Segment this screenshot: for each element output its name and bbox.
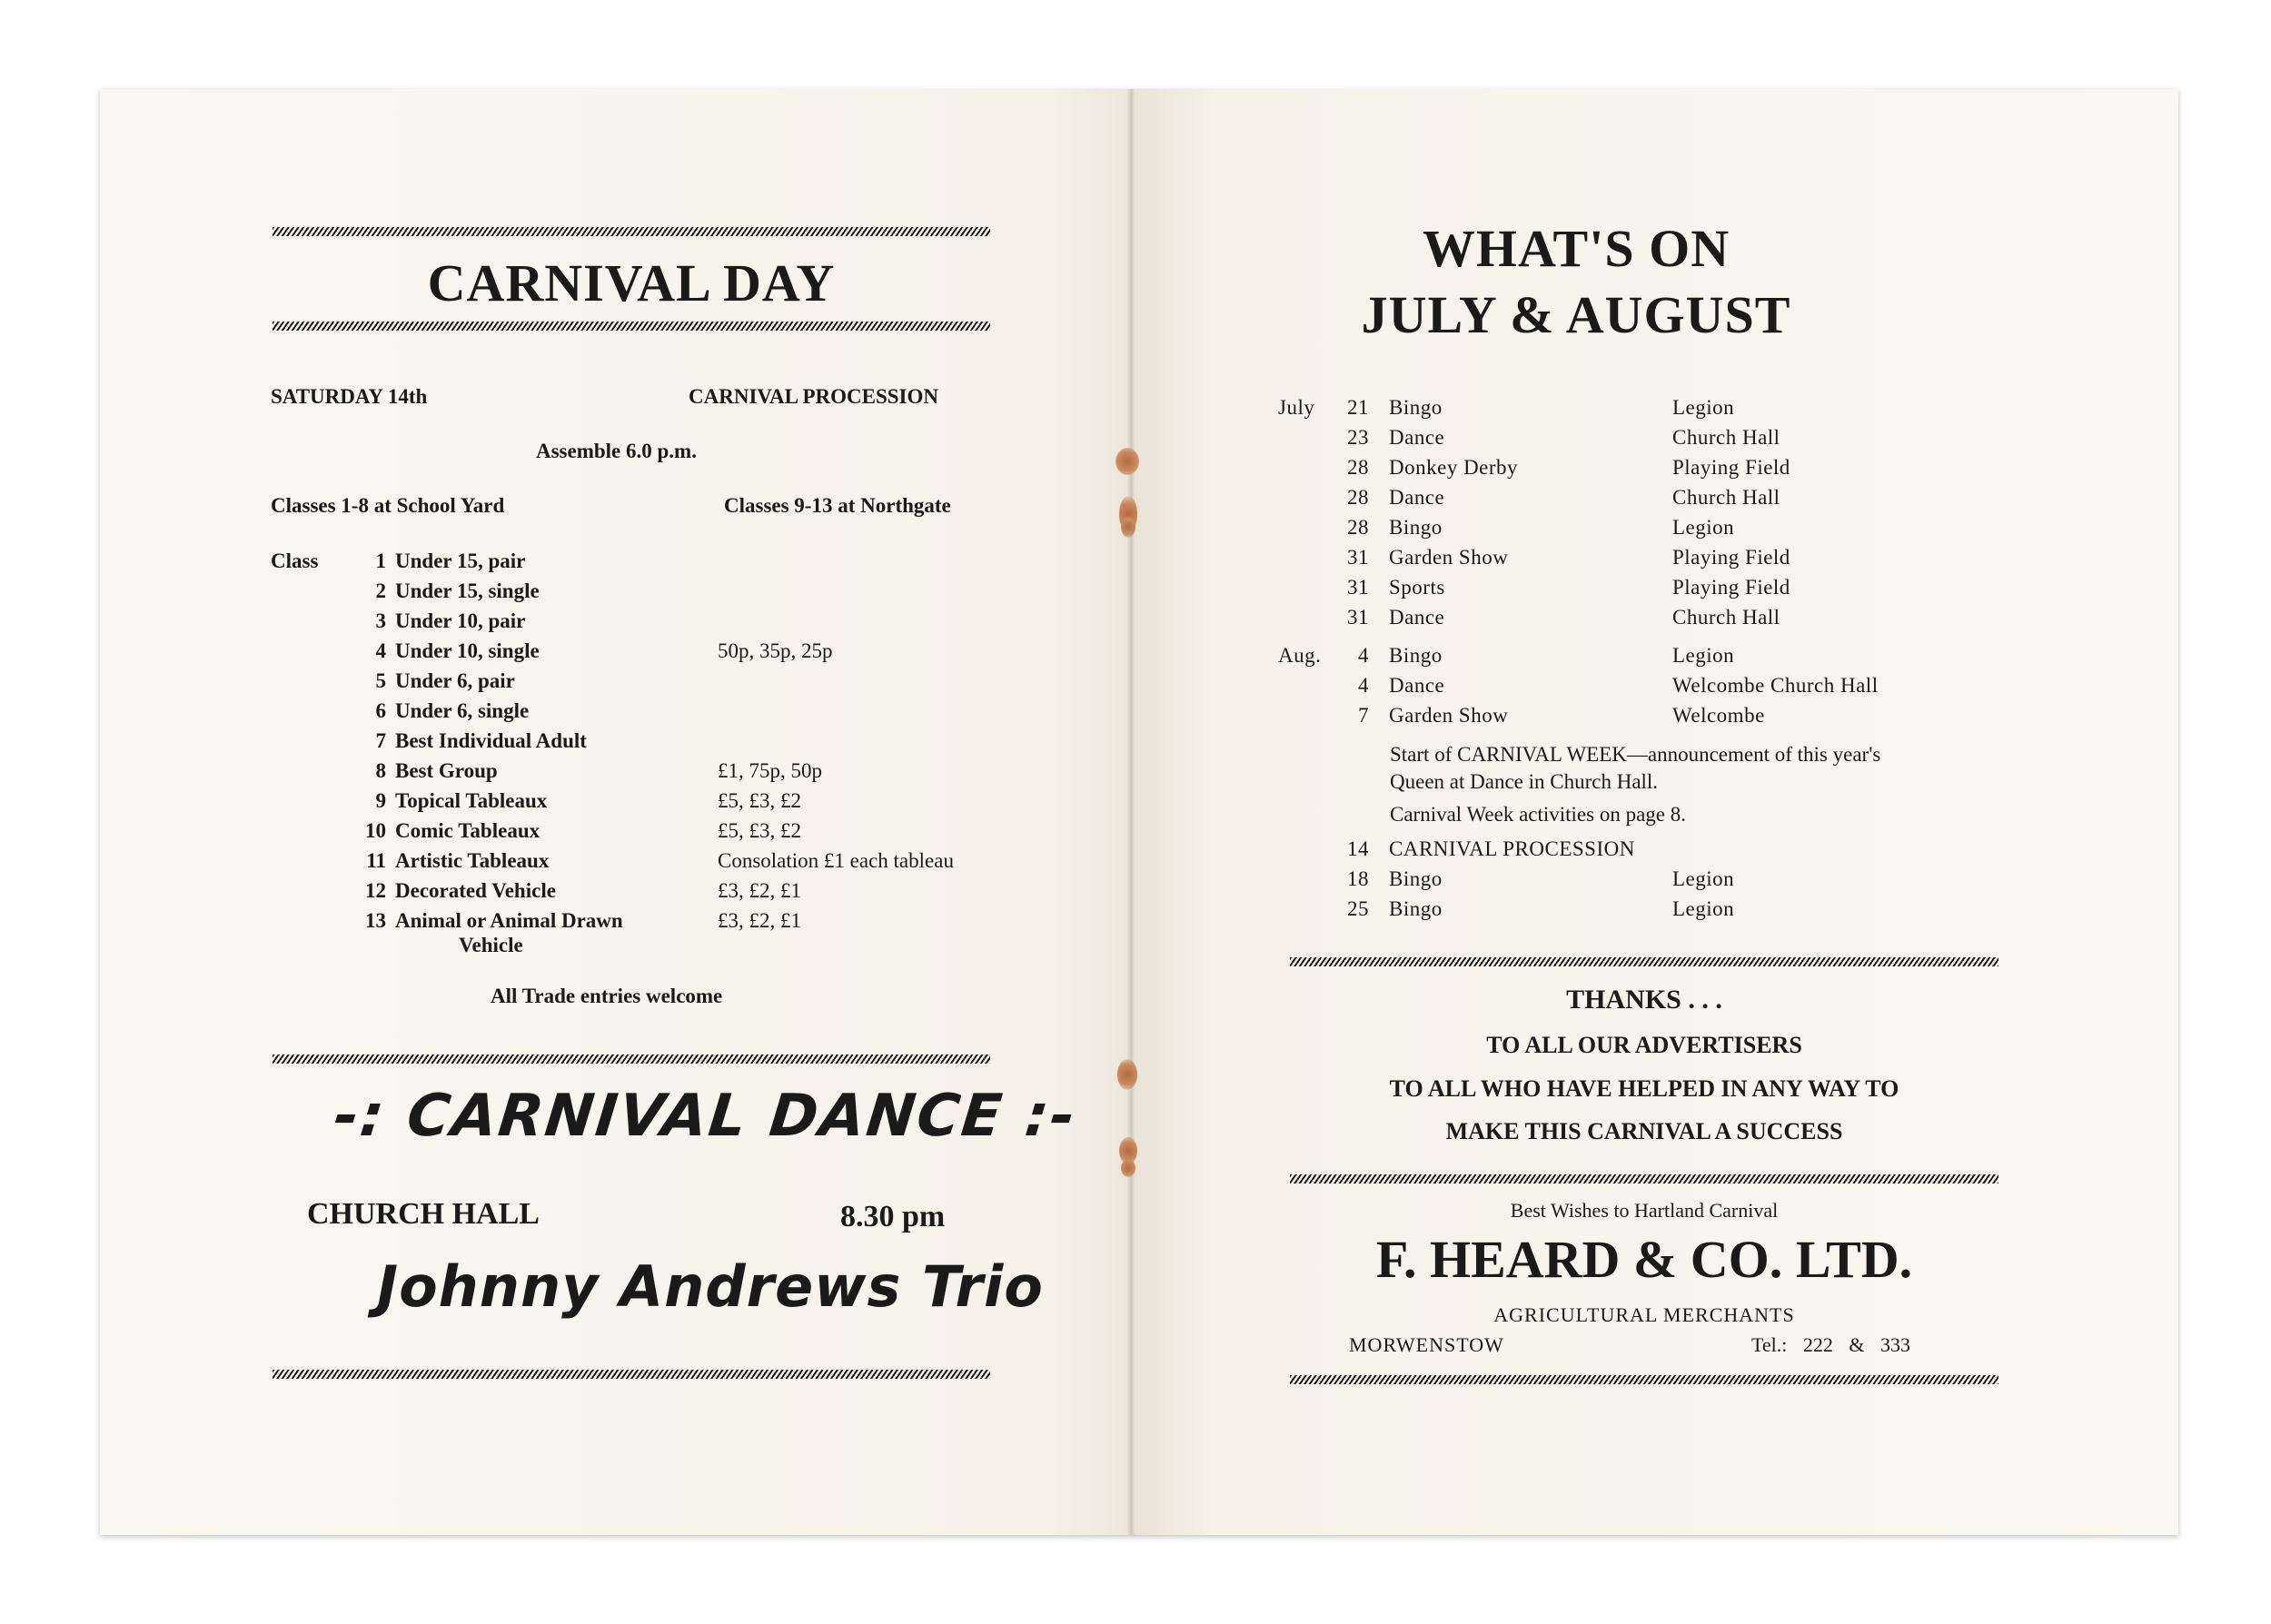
company-town: MORWENSTOW bbox=[1349, 1333, 1504, 1356]
company-trade: AGRICULTURAL MERCHANTS bbox=[1493, 1303, 1795, 1326]
programme-spread bbox=[100, 89, 2178, 1535]
event-day: 31 bbox=[1347, 606, 1369, 629]
class-number: 10 bbox=[365, 819, 386, 842]
class-13-continuation: Vehicle bbox=[459, 934, 523, 956]
best-wishes: Best Wishes to Hartland Carnival bbox=[1510, 1199, 1779, 1222]
divider-rule bbox=[1290, 1375, 1998, 1384]
carnival-week-note: Start of CARNIVAL WEEK—announcement of this year's bbox=[1390, 743, 1881, 766]
event-day: 25 bbox=[1347, 897, 1369, 920]
class-name: Comic Tableaux bbox=[395, 819, 540, 842]
event-name: Donkey Derby bbox=[1389, 456, 1519, 479]
dance-time: 8.30 pm bbox=[840, 1200, 946, 1233]
class-prize: £1, 75p, 50p bbox=[718, 759, 822, 782]
divider-rule bbox=[273, 227, 990, 236]
event-day: 28 bbox=[1347, 516, 1369, 539]
dance-venue: CHURCH HALL bbox=[307, 1197, 540, 1231]
class-name: Under 6, single bbox=[395, 699, 530, 722]
event-day: 7 bbox=[1358, 704, 1369, 727]
thanks-heading: THANKS . . . bbox=[1566, 985, 1722, 1015]
event-day: 31 bbox=[1347, 576, 1369, 599]
event-name: Garden Show bbox=[1389, 704, 1509, 727]
class-name: Decorated Vehicle bbox=[395, 879, 556, 902]
class-prize: £5, £3, £2 bbox=[718, 819, 801, 842]
saturday-date: SATURDAY 14th bbox=[271, 385, 428, 408]
divider-rule bbox=[273, 1370, 990, 1379]
procession-label: CARNIVAL PROCESSION bbox=[689, 385, 939, 408]
whats-on-title: WHAT'S ON bbox=[1422, 219, 1731, 278]
event-day: 4 bbox=[1358, 644, 1369, 667]
class-name: Artistic Tableaux bbox=[395, 849, 550, 872]
class-name: Under 15, single bbox=[395, 579, 540, 602]
company-telephone: Tel.: 222 & 333 bbox=[1751, 1333, 1911, 1356]
company-name: F. HEARD & CO. LTD. bbox=[1375, 1230, 1913, 1289]
class-prize: £5, £3, £2 bbox=[718, 789, 801, 812]
class-number: 5 bbox=[375, 669, 386, 692]
event-day: 14 bbox=[1347, 837, 1369, 860]
event-name: Bingo bbox=[1389, 644, 1443, 667]
trade-entries-note: All Trade entries welcome bbox=[491, 985, 723, 1007]
event-day: 18 bbox=[1347, 867, 1369, 890]
staple-rust-bottom bbox=[1117, 1059, 1137, 1090]
event-day: 28 bbox=[1347, 486, 1369, 509]
carnival-day-title: CARNIVAL DAY bbox=[427, 253, 836, 312]
staple-rust-bottom-3 bbox=[1121, 1159, 1136, 1177]
class-name: Best Individual Adult bbox=[395, 729, 587, 752]
event-venue: Church Hall bbox=[1672, 486, 1780, 509]
class-number: 1 bbox=[375, 550, 386, 572]
event-name: Dance bbox=[1389, 606, 1445, 629]
class-name: Best Group bbox=[395, 759, 498, 782]
class-number: 7 bbox=[375, 729, 386, 752]
event-day: 28 bbox=[1347, 456, 1369, 479]
event-day: 31 bbox=[1347, 546, 1369, 569]
event-venue: Playing Field bbox=[1672, 546, 1790, 569]
event-name: Sports bbox=[1389, 576, 1445, 599]
event-day: 4 bbox=[1358, 674, 1369, 697]
event-venue: Legion bbox=[1672, 867, 1735, 890]
band-name: Johnny Andrews Trio bbox=[377, 1253, 1044, 1320]
event-venue: Legion bbox=[1672, 897, 1735, 920]
event-day: 21 bbox=[1347, 396, 1369, 419]
event-name: Dance bbox=[1389, 674, 1445, 697]
event-venue: Legion bbox=[1672, 644, 1735, 667]
class-number: 6 bbox=[375, 699, 386, 722]
divider-rule bbox=[273, 1055, 990, 1064]
event-venue: Legion bbox=[1672, 396, 1735, 419]
july-august-title: JULY & AUGUST bbox=[1361, 285, 1791, 344]
event-name: Bingo bbox=[1389, 396, 1443, 419]
event-month: Aug. bbox=[1278, 644, 1322, 667]
class-prize: Consolation £1 each tableau bbox=[718, 849, 954, 872]
staple-rust-top bbox=[1116, 448, 1139, 475]
divider-rule bbox=[273, 322, 990, 331]
event-venue: Playing Field bbox=[1672, 576, 1790, 599]
classes-northgate: Classes 9-13 at Northgate bbox=[724, 494, 951, 517]
event-venue: Church Hall bbox=[1672, 606, 1780, 629]
center-fold bbox=[1127, 89, 1135, 1535]
class-number: 12 bbox=[365, 879, 386, 902]
class-name: Under 6, pair bbox=[395, 669, 515, 692]
classes-school-yard: Classes 1-8 at School Yard bbox=[271, 494, 505, 517]
event-venue: Legion bbox=[1672, 516, 1735, 539]
class-name: Animal or Animal Drawn bbox=[395, 909, 623, 932]
class-number: 4 bbox=[375, 639, 386, 662]
class-prize: £3, £2, £1 bbox=[718, 909, 801, 932]
class-name: Under 15, pair bbox=[395, 550, 526, 572]
event-name: Garden Show bbox=[1389, 546, 1509, 569]
event-venue: Church Hall bbox=[1672, 426, 1780, 449]
class-name: Under 10, single bbox=[395, 639, 540, 662]
event-venue: Welcombe Church Hall bbox=[1672, 674, 1879, 697]
class-prize: 50p, 35p, 25p bbox=[718, 639, 833, 662]
carnival-week-note-3: Carnival Week activities on page 8. bbox=[1390, 803, 1687, 826]
class-number: 11 bbox=[366, 849, 386, 872]
class-label: Class bbox=[271, 550, 319, 572]
class-number: 9 bbox=[375, 789, 386, 812]
event-venue: Playing Field bbox=[1672, 456, 1790, 479]
divider-rule bbox=[1290, 1174, 1998, 1183]
event-day: 23 bbox=[1347, 426, 1369, 449]
thanks-helpers: TO ALL WHO HAVE HELPED IN ANY WAY TO bbox=[1389, 1075, 1899, 1102]
divider-rule bbox=[1290, 957, 1998, 966]
carnival-week-note-2: Queen at Dance in Church Hall. bbox=[1390, 770, 1659, 793]
class-number: 8 bbox=[375, 759, 386, 782]
staple-rust-top-3 bbox=[1121, 516, 1136, 538]
thanks-advertisers: TO ALL OUR ADVERTISERS bbox=[1486, 1032, 1802, 1058]
thanks-success: MAKE THIS CARNIVAL A SUCCESS bbox=[1445, 1118, 1843, 1144]
carnival-dance-title: -: CARNIVAL DANCE :- bbox=[331, 1083, 1080, 1150]
assemble-time: Assemble 6.0 p.m. bbox=[536, 440, 697, 462]
class-number: 3 bbox=[375, 609, 386, 632]
event-name: Dance bbox=[1389, 486, 1445, 509]
class-prize: £3, £2, £1 bbox=[718, 879, 801, 902]
event-month: July bbox=[1278, 396, 1315, 419]
event-name: Dance bbox=[1389, 426, 1445, 449]
event-venue: Welcombe bbox=[1672, 704, 1765, 727]
class-name: Topical Tableaux bbox=[395, 789, 548, 812]
class-number: 13 bbox=[365, 909, 386, 932]
event-name: Bingo bbox=[1389, 867, 1443, 890]
event-name: Bingo bbox=[1389, 516, 1443, 539]
event-name: CARNIVAL PROCESSION bbox=[1389, 837, 1635, 860]
class-name: Under 10, pair bbox=[395, 609, 526, 632]
class-number: 2 bbox=[375, 579, 386, 602]
event-name: Bingo bbox=[1389, 897, 1443, 920]
